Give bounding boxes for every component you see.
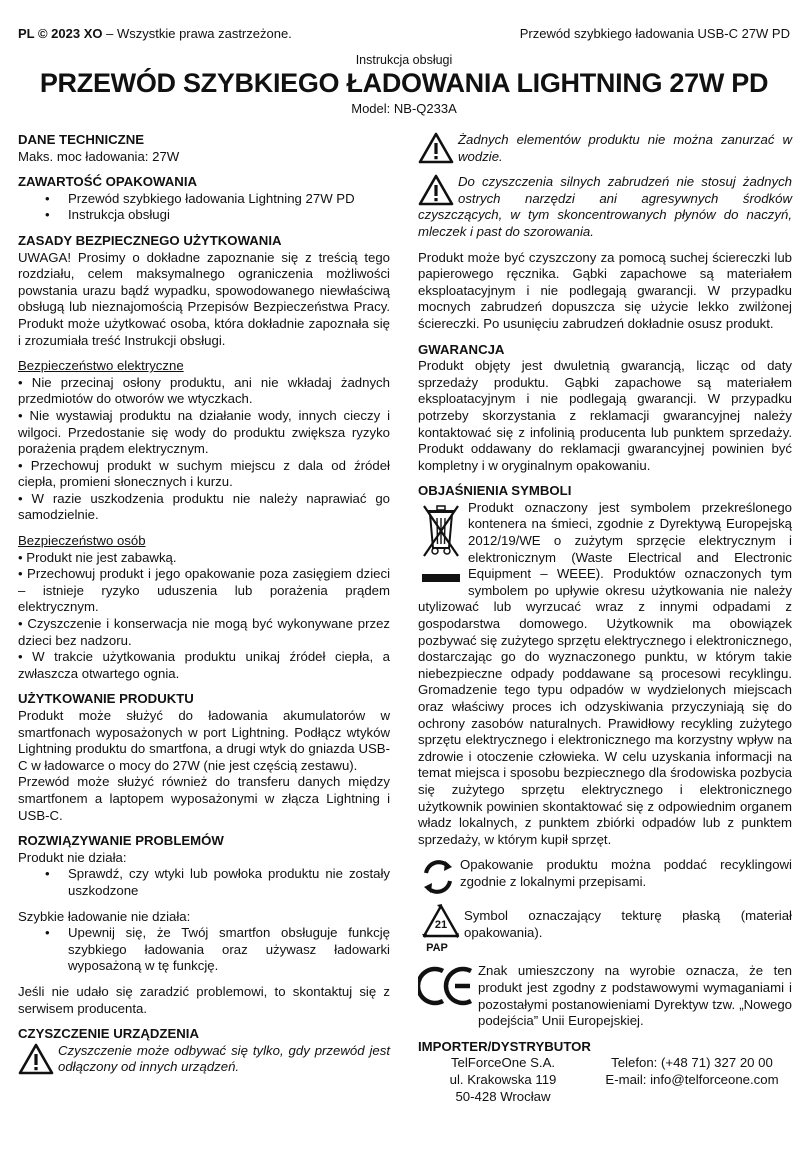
recycle-text: Opakowanie produktu można poddać recyklingowi zgodnie z lokalnymi przepisami.	[460, 857, 792, 889]
warning-icon	[418, 174, 454, 206]
cleaning-warning-text: Czyszczenie może odbywać się tylko, gdy przewód jest odłączony od innych urządzeń.	[58, 1042, 390, 1075]
importer-details	[418, 1055, 792, 1105]
pap-number: 21	[434, 919, 448, 932]
usage-paragraph: Produkt może służyć do ładowania akumulatorów w smartfonach wyposażonych w port Lightning. Podłącz wtyków Lightning produktu do smartfona, a drugi wtyk do gniazda USB-C w ładowarce o mocy do 27W (nie jest częścią zestawu).	[18, 708, 390, 773]
package-list	[18, 191, 390, 224]
cleaning-warning	[418, 174, 792, 240]
ce-text: Znak umieszczony na wyrobie oznacza, że ten produkt jest zgodny z podstawowymi wymaganiami i pozostałymi postanowieniami Dyrektyw tzw. „Nowego podejścia” Unii Europejskiej.	[478, 963, 792, 1029]
importer-street: ul. Krakowska 119	[449, 1071, 557, 1087]
electric-safety-heading: Bezpieczeństwo elektryczne	[18, 358, 184, 374]
cleaning-warning-text: Do czyszczenia silnych zabrudzeń nie stosuj żadnych ostrych narzędzi ani agresywnych środków czyszczących, w tym skoncentrowanych płynów do naczyń, mleczek i past do szorowania.	[418, 174, 792, 239]
usage-heading: UŻYTKOWANIE PRODUKTU	[18, 691, 194, 707]
list-item: • Nie przecinaj osłony produktu, ani nie wkładaj żadnych przedmiotów do otworów we wtyczkach.	[18, 374, 390, 407]
list-item: • Przechowuj produkt i jego opakowanie poza zasięgiem dzieci – istnieje ryzyko uduszenia lub porażenia prądem elektrycznym.	[18, 566, 390, 615]
warning-icon	[18, 1043, 54, 1075]
product-name-header: Przewód szybkiego ładowania USB-C 27W PD	[519, 26, 790, 41]
package-heading: ZAWARTOŚĆ OPAKOWANIA	[18, 174, 198, 190]
list-item: • Upewnij się, że Twój smartfon obsługuje funkcję szybkiego ładowania oraz używasz ładowarki wyposażoną w tę funkcję.	[68, 925, 390, 975]
cleaning-paragraph: Produkt może być czyszczony za pomocą suchej ściereczki lub papierowego ręcznika. Gąbki zapachowe są materiałem eksploatacyjnym i nie podlegają gwarancji. W przypadku mocnych zabrudzeń dopuszcza się użycie lekko zwilżonej ściereczki. Po usunięciu zabrudzeń dokładnie osusz produkt.	[418, 249, 792, 331]
list-item: • W razie uszkodzenia produktu nie należy naprawiać go samodzielnie.	[18, 490, 390, 523]
trouble-case-list	[18, 925, 390, 975]
importer-address	[418, 1055, 588, 1105]
cleaning-warning-text: Żadnych elementów produktu nie można zanurzać w wodzie.	[458, 132, 792, 164]
importer-city: 50-428 Wrocław	[455, 1088, 551, 1104]
weee-block	[418, 500, 792, 848]
pap-symbol-row	[418, 902, 792, 958]
list-item: • Sprawdź, czy wtyki lub powłoka produktu nie zostały uszkodzone	[68, 866, 390, 899]
troubleshooting-heading: ROZWIĄZYWANIE PROBLEMÓW	[18, 833, 224, 849]
cleaning-heading: CZYSZCZENIE URZĄDZENIA	[18, 1026, 199, 1042]
ce-symbol-row	[418, 963, 792, 1029]
cleaning-warning	[18, 1043, 390, 1076]
tech-heading: DANE TECHNICZNE	[18, 132, 145, 147]
safety-intro: UWAGA! Prosimy o dokładne zapoznanie się z treścią tego rozdziału, celem maksymalnego ograniczenia możliwości powstania urazu bądź wypadku, spowodowanego niewłaściwą obsługą lub nieznajomością Przepisów Bezpieczeństwa Pracy. Produkt może użytkować osoba, która dokładnie zapoznała się i zrozumiała treść Instrukcji obsługi.	[18, 249, 390, 348]
warranty-paragraph: Produkt objęty jest dwuletnią gwarancją, licząc od daty sprzedaży produktu. Gąbki zapachowe są materiałem eksploatacyjnym i nie podlegają gwarancji. W przypadku potrzeby skorzystania z reklamacji gwarancyjnej należy kontaktować się z infolinią producenta lub punktem sprzedaży. Produkt oddawany do reklamacji gwarancyjnej powinien być kompletny i w oryginalnym opakowaniu.	[418, 358, 792, 473]
list-item: • Przechowuj produkt w suchym miejscu z dala od źródeł ciepła, promieni słonecznych i kurzu.	[18, 457, 390, 490]
warning-icon	[418, 132, 454, 164]
pap-label: PAP	[426, 942, 448, 955]
person-safety-heading: Bezpieczeństwo osób	[18, 533, 146, 549]
importer-email: E-mail: info@telforceone.com	[605, 1071, 779, 1087]
tech-line: Maks. moc ładowania: 27W	[18, 148, 180, 164]
weee-bin-icon	[418, 500, 464, 590]
model-number: Model: NB-Q233A	[351, 101, 457, 116]
list-item: • Instrukcja obsługi	[68, 207, 390, 224]
document-subtitle: Instrukcja obsługi	[355, 53, 453, 67]
cleaning-warning	[418, 132, 792, 165]
copyright-notice: PL © 2023 XO – Wszystkie prawa zastrzeżone.	[18, 26, 292, 41]
document-title: PRZEWÓD SZYBKIEGO ŁADOWANIA LIGHTNING 27W PD	[39, 68, 769, 98]
importer-heading: IMPORTER/DYSTRYBUTOR	[418, 1038, 591, 1054]
list-item: • Nie wystawiaj produktu na działanie wody, innych cieczy i wilgoci. Przedostanie się wody do produktu zwiększa ryzyko porażenia prądem elektrycznym.	[18, 407, 390, 457]
trouble-case-label: Szybkie ładowanie nie działa:	[18, 908, 191, 924]
symbols-heading: OBJAŚNIENIA SYMBOLI	[418, 483, 572, 499]
warranty-heading: GWARANCJA	[418, 341, 505, 357]
list-item: • W trakcie użytkowania produktu unikaj źródeł ciepła, a zwłaszcza otwartego ognia.	[18, 649, 390, 681]
pap-text: Symbol oznaczający tekturę płaską (materiał opakowania).	[464, 908, 792, 940]
trouble-case-label: Produkt nie działa:	[18, 849, 127, 865]
weee-paragraph: Produkt oznaczony jest symbolem przekreślonego kontenera na śmieci, zgodnie z Dyrektywą Europejską 2012/19/WE o zużytym sprzęcie elektrycznym i elektronicznym (Waste Electrical and Electronic Equipment – WEEE). Produktów oznaczonych tym symbolem po upływie okresu użytkowania nie należy utylizować lub wyrzucać wraz z innymi odpadami z gospodarstwa domowego. Użytkownik ma obowiązek pozbywać się zużytego sprzętu elektrycznego i elektronicznego, dostarczając go do wyznaczonego punktu, w którym takie niebezpieczne odpady poddawane są procesowi recyklingu. Gromadzenie tego typu odpadów w wydzielonych miejscach oraz właściwy proces ich odzyskiwania przyczyniają się do ochrony zasobów naturalnych. Prawidłowy recykling zużytego sprzętu elektrycznego i elektronicznego ma korzystny wpływ na zdrowie i otoczenie człowieka. W celu uzyskania informacji na temat miejsca i sposobu bezpiecznego dla środowiska pozbycia się zużytego sprzętu elektrycznego i elektronicznego użytkownik powinien skontaktować się z odpowiednim organem władz lokalnych, z punktem zbiórki odpadów lub z punktem sprzedaży, w którym kupił sprzęt.	[418, 499, 792, 847]
recycle-symbol-row	[418, 857, 792, 897]
usage-paragraph: Przewód może służyć również do transferu danych między smartfonem a laptopem wyposażonymi w złącza Lightning i USB-C.	[18, 774, 390, 823]
recycle-icon	[418, 857, 458, 897]
list-item: • Czyszczenie i konserwacja nie mogą być wykonywane przez dzieci bez nadzoru.	[18, 616, 390, 648]
trouble-case-list	[18, 866, 390, 899]
list-item: • Produkt nie jest zabawką.	[18, 549, 177, 565]
pap-icon	[418, 902, 464, 958]
list-item: • Przewód szybkiego ładowania Lightning 27W PD	[68, 191, 390, 208]
trouble-outro: Jeśli nie udało się zaradzić problemowi, to skontaktuj się z serwisem producenta.	[18, 983, 390, 1016]
safety-heading: ZASADY BEZPIECZNEGO UŻYTKOWANIA	[18, 232, 282, 248]
ce-mark-icon	[418, 963, 476, 1009]
right-column	[418, 132, 792, 1105]
importer-contact	[592, 1055, 792, 1105]
importer-phone: Telefon: (+48 71) 327 20 00	[611, 1055, 773, 1071]
importer-company: TelForceOne S.A.	[450, 1055, 556, 1071]
left-column	[18, 132, 390, 1076]
